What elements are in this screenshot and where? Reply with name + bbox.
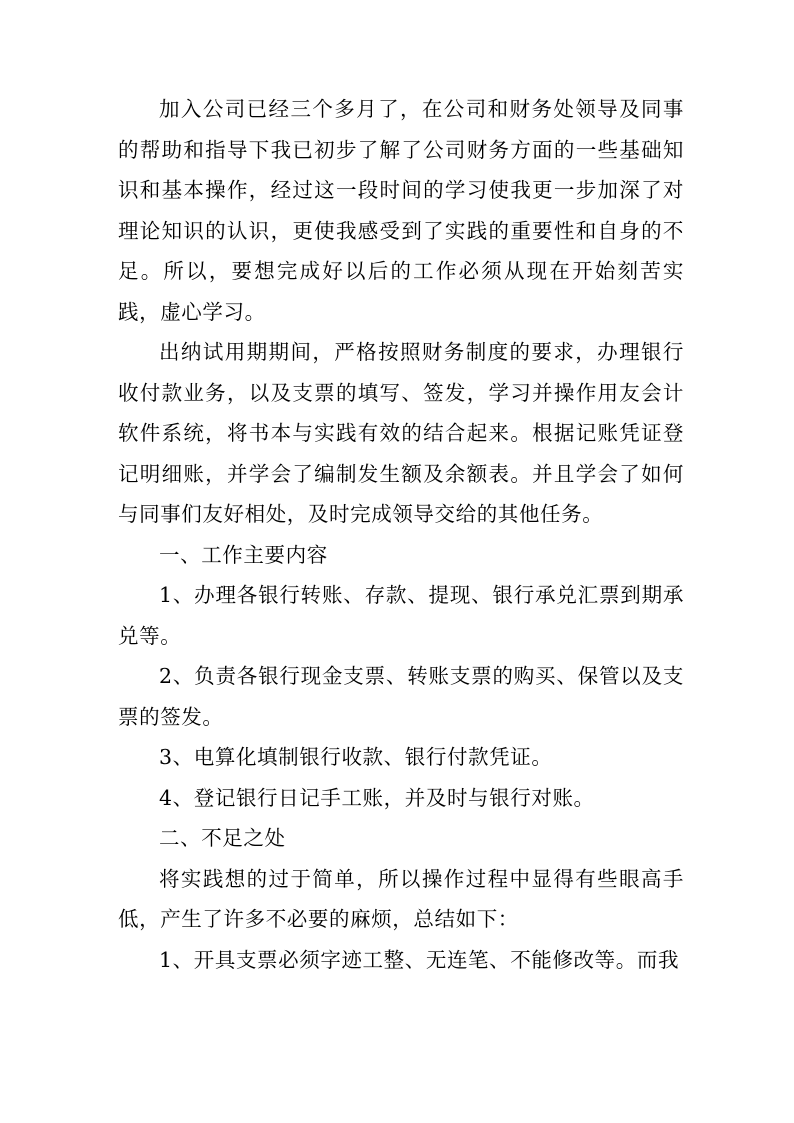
list-item-work-1: 1、办理各银行转账、存款、提现、银行承兑汇票到期承兑等。 <box>118 583 684 648</box>
list-item-work-4: 4、登记银行日记手工账，并及时与银行对账。 <box>159 785 595 810</box>
paragraph-intro: 加入公司已经三个多月了，在公司和财务处领导及同事的帮助和指导下我已初步了解了公司财务方面的一些基础知识和基本操作，经过这一段时间的学习使我更一步加深了对理论知识的认识，更使我感受到了实践的重要性和自身的不足。所以，要想完成好以后的工作必须从现在开始刻苦实践，虚心学习。 <box>118 97 684 324</box>
list-item-work-2: 2、负责各银行现金支票、转账支票的购买、保管以及支票的签发。 <box>118 664 684 729</box>
document-body <box>118 89 684 980</box>
paragraph-probation: 出纳试用期期间，严格按照财务制度的要求，办理银行收付款业务，以及支票的填写、签发，学习并操作用友会计软件系统，将书本与实践有效的结合起来。根据记账凭证登记明细账，并学会了编制发生额及余额表。并且学会了如何与同事们友好相处，及时完成领导交给的其他任务。 <box>118 340 684 526</box>
paragraph-shortcomings: 将实践想的过于简单，所以操作过程中显得有些眼高手低，产生了许多不必要的麻烦，总结如下： <box>118 866 684 931</box>
heading-shortcomings: 二、不足之处 <box>159 826 286 850</box>
heading-main-work: 一、工作主要内容 <box>159 542 328 567</box>
list-item-work-3: 3、电算化填制银行收款、银行付款凭证。 <box>159 745 553 769</box>
list-item-shortcoming-1: 1、开具支票必须字迹工整、无连笔、不能修改等。而我 <box>159 947 680 972</box>
